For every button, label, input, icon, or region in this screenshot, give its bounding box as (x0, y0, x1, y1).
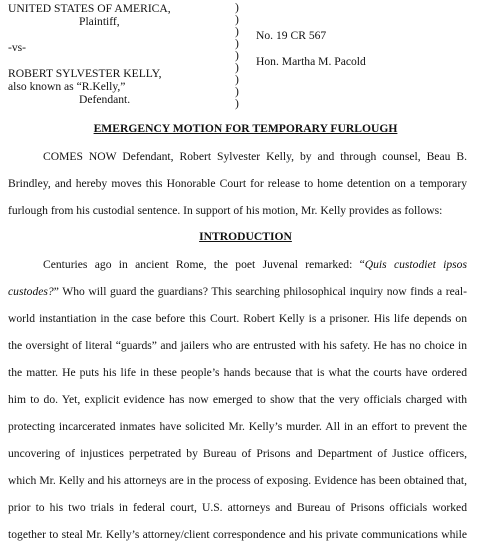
defendant-role: Defendant. (79, 93, 131, 106)
introduction-line-4: the oversight of literal “guards” and jailers who are entrusted with his safety. He has no choice in (8, 339, 467, 352)
versus-label: -vs- (8, 41, 27, 54)
introduction-line-2-text: ” Who will guard the guardians? This searching philosophical inquiry now finds a real- (53, 285, 467, 298)
paren-1: ) (235, 1, 239, 14)
intro-line-2: Brindley, and hereby moves this Honorable Court for release to home detention on a temporary (8, 177, 467, 190)
paren-4: ) (235, 37, 239, 50)
motion-title: EMERGENCY MOTION FOR TEMPORARY FURLOUGH (93, 122, 398, 135)
defendant-aka: also known as “R.Kelly,” (8, 80, 126, 93)
introduction-line-8: uncovering of injustices perpetrated by Bureau of Prisons and Department of Justice officers, (8, 447, 467, 460)
introduction-line-3: world instantiation in the case before this Court. Robert Kelly is a prisoner. His life depends on (8, 312, 467, 325)
defendant-name: ROBERT SYLVESTER KELLY, (8, 67, 162, 80)
paren-7: ) (235, 73, 239, 86)
introduction-line-1-text: Centuries ago in ancient Rome, the poet Juvenal remarked: “ (43, 258, 365, 271)
latin-quote-part-2: custodes? (8, 285, 54, 298)
intro-line-1: COMES NOW Defendant, Robert Sylvester Kelly, by and through counsel, Beau B. (43, 150, 467, 163)
paren-8: ) (235, 85, 239, 98)
paren-9: ) (235, 97, 239, 110)
paren-6: ) (235, 61, 239, 74)
section-heading-introduction: INTRODUCTION (199, 230, 292, 243)
judge-name: Hon. Martha M. Pacold (256, 55, 366, 68)
plaintiff-name: UNITED STATES OF AMERICA, (8, 2, 171, 15)
introduction-line-5: the matter. He puts his life in these people’s hands because that is what the courts have ordered (8, 366, 467, 379)
introduction-line-2 (8, 285, 467, 299)
paren-5: ) (235, 49, 239, 62)
introduction-line-6: him to do. Yet, explicit evidence has now emerged to show that the very officials charged with (8, 393, 467, 406)
plaintiff-role: Plaintiff, (79, 15, 120, 28)
introduction-line-10: prior to his two trials in federal court, U.S. attorneys and Bureau of Prisons officials worked (8, 501, 467, 514)
introduction-line-7: protecting incarcerated inmates have solicited Mr. Kelly’s murder. All in an effort to prevent the (8, 420, 467, 433)
introduction-line-1 (43, 258, 467, 272)
intro-line-3: furlough from his custodial sentence. In support of his motion, Mr. Kelly provides as follows: (8, 204, 443, 217)
introduction-line-11: together to steal Mr. Kelly’s attorney/client correspondence and his private communications while (8, 528, 467, 541)
introduction-line-9: which Mr. Kelly and his attorneys are in the process of exposing. Evidence has been obtained that, (8, 474, 467, 487)
latin-quote-part-1: Quis custodiet ipsos (364, 258, 467, 271)
case-caption (0, 0, 491, 110)
case-number: No. 19 CR 567 (256, 29, 327, 42)
paren-3: ) (235, 25, 239, 38)
paren-2: ) (235, 13, 239, 26)
